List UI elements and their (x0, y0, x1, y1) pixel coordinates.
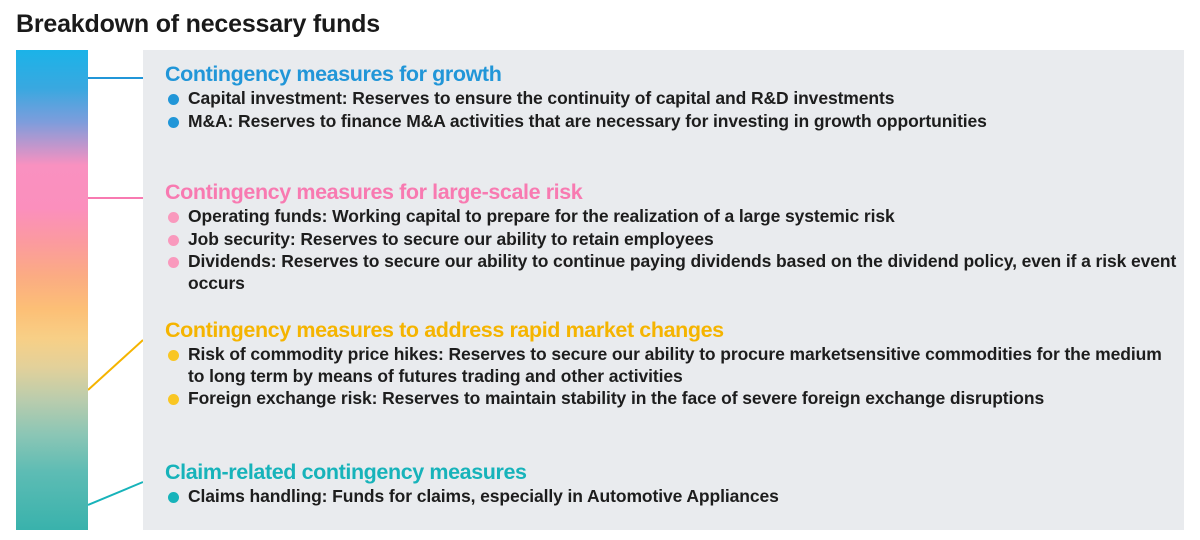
list-item (168, 206, 1178, 228)
group-claim-heading: Claim-related contingency measures (165, 460, 527, 484)
group-large-scale-risk (143, 180, 1178, 296)
list-item (168, 229, 1178, 251)
group-market-list (143, 344, 1178, 410)
group-claim-related (143, 460, 1178, 509)
list-item (168, 388, 1178, 410)
bullet-dot-icon (168, 257, 179, 268)
group-market-heading: Contingency measures to address rapid market changes (165, 318, 724, 342)
connector-lines (88, 50, 148, 530)
bullet-dot-icon (168, 350, 179, 361)
bullet-dot-icon (168, 94, 179, 105)
bullet-dot-icon (168, 117, 179, 128)
list-item (168, 88, 1178, 110)
funds-breakdown-content (143, 50, 1184, 530)
list-item-text: Risk of commodity price hikes: Reserves to secure our ability to procure marketsensitive commodities for the medium to long term by means of futures trading and other activities (188, 344, 1162, 386)
list-item-text: Job security: Reserves to secure our ability to retain employees (188, 228, 714, 249)
bullet-dot-icon (168, 492, 179, 503)
list-item (168, 111, 1178, 133)
list-item-text: Capital investment: Reserves to ensure the continuity of capital and R&D investments (188, 88, 895, 108)
list-item (168, 486, 1178, 508)
list-item (168, 251, 1178, 294)
list-item-text: Foreign exchange risk: Reserves to maintain stability in the face of severe foreign exchange disruptions (188, 388, 1045, 409)
group-growth-list (143, 88, 1178, 132)
bullet-dot-icon (168, 394, 179, 405)
group-growth (143, 62, 1178, 133)
list-item (168, 344, 1178, 387)
bullet-dot-icon (168, 235, 179, 246)
list-item-text: Dividends: Reserves to secure our ability to continue paying dividends based on the dividend policy, even if a risk event occurs (188, 251, 1177, 294)
funds-gradient-bar (16, 50, 88, 530)
page-title: Breakdown of necessary funds (16, 10, 380, 38)
group-risk-heading: Contingency measures for large-scale risk (165, 180, 583, 204)
group-growth-heading: Contingency measures for growth (165, 62, 502, 86)
group-risk-list (143, 206, 1178, 295)
list-item-text: Operating funds: Working capital to prepare for the realization of a large systemic risk (188, 206, 895, 226)
bullet-dot-icon (168, 212, 179, 223)
list-item-text: M&A: Reserves to finance M&A activities that are necessary for investing in growth opportunities (188, 110, 987, 131)
group-claim-list (143, 486, 1178, 508)
group-market-changes (143, 318, 1178, 411)
list-item-text: Claims handling: Funds for claims, especially in Automotive Appliances (188, 486, 779, 506)
